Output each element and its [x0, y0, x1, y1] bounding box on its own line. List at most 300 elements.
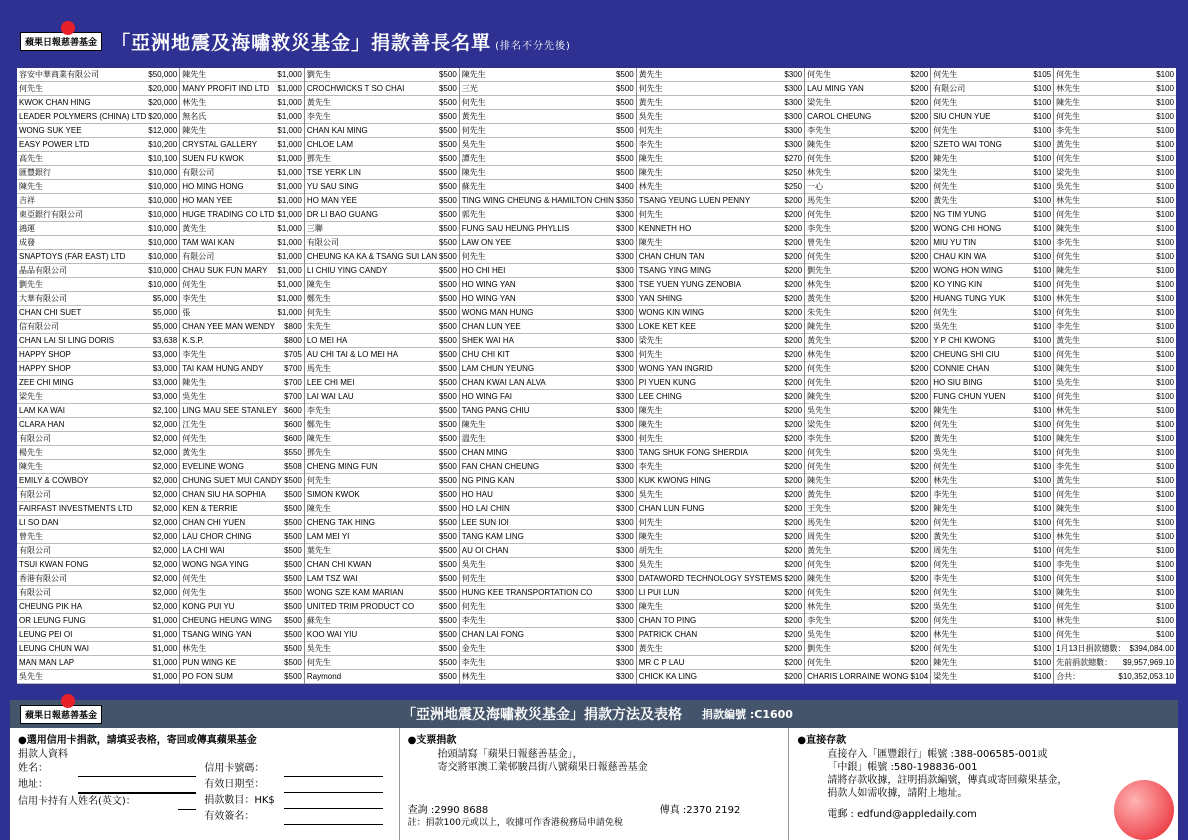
donor-name: SHEK WAI HA [461, 336, 514, 345]
donor-amount: $300 [615, 420, 634, 429]
donor-amount: $10,000 [148, 238, 178, 247]
donor-amount: $100 [1033, 98, 1052, 107]
donor-name: 成發 [19, 238, 35, 247]
donor-name: CHENG TAK HING [306, 518, 376, 527]
donor-row [637, 250, 804, 264]
donor-name: 李先生 [1056, 560, 1081, 569]
donor-row [931, 82, 1053, 96]
donor-amount: $300 [615, 336, 634, 345]
donor-row [637, 656, 804, 670]
card-number-field[interactable]: 信用卡號碼： [204, 761, 390, 777]
donor-name: LAM CHUN YEUNG [461, 364, 535, 373]
donor-amount: $1,000 [277, 224, 302, 233]
donor-name: 何先生 [933, 644, 958, 653]
donor-amount: $1,000 [277, 294, 302, 303]
donor-row [1054, 334, 1176, 348]
donor-amount: $100 [1033, 378, 1052, 387]
donor-row [805, 124, 930, 138]
donor-row [305, 404, 459, 418]
donor-name: 陳先生 [306, 280, 331, 289]
donor-amount: $100 [1156, 98, 1174, 107]
donor-amount: $100 [1156, 392, 1174, 401]
donor-name: 何先生 [1056, 210, 1081, 219]
donor-row [805, 110, 930, 124]
donor-row [460, 572, 636, 586]
donor-name: HO MAN YEE [306, 196, 357, 205]
donor-name: 鄧先生 [306, 448, 331, 457]
donor-row [460, 138, 636, 152]
donor-name: LEUNG CHUN WAI [19, 644, 89, 653]
donor-row [180, 600, 304, 614]
donor-name: SIU CHUN YUE [933, 112, 991, 121]
donor-row [805, 236, 930, 250]
donor-row [180, 614, 304, 628]
name-field[interactable]: 姓名： [18, 761, 204, 777]
donor-amount: $100 [1033, 168, 1052, 177]
donor-name: FAN CHAN CHEUNG [461, 462, 540, 471]
expiry-field[interactable]: 有效日期至： [204, 777, 390, 793]
donor-amount: $200 [910, 168, 929, 177]
foundation-logo-footer: 蘋果日報慈善基金 [20, 705, 102, 724]
donor-amount: $2,100 [152, 406, 178, 415]
donor-name: 陳先生 [306, 504, 331, 513]
donor-amount: $100 [1156, 448, 1174, 457]
donor-name: TSANG YING MING [638, 266, 712, 275]
donor-amount: $200 [910, 70, 929, 79]
donor-row [460, 614, 636, 628]
donor-name: 何先生 [807, 154, 832, 163]
donor-name: 先前捐款總數： [1056, 658, 1113, 667]
donor-name: 何先生 [1056, 602, 1081, 611]
donor-amount: $100 [1033, 616, 1052, 625]
donor-name: 陳先生 [1056, 266, 1081, 275]
donor-row [931, 474, 1053, 488]
donor-row [460, 460, 636, 474]
donor-name: Y P CHI KWONG [933, 336, 996, 345]
donor-amount: $500 [615, 112, 634, 121]
donor-row [17, 82, 179, 96]
donor-row [17, 600, 179, 614]
email-address[interactable]: 電郵 : edfund@appledaily.com [827, 809, 977, 820]
donor-row [180, 572, 304, 586]
donor-row [637, 628, 804, 642]
donor-name: 陳先生 [19, 462, 43, 471]
donor-name: 何先生 [807, 252, 832, 261]
donor-name: HUANG TUNG YUK [933, 294, 1006, 303]
donor-row [1054, 600, 1176, 614]
donor-row [460, 558, 636, 572]
donor-row [460, 96, 636, 110]
donor-row [305, 544, 459, 558]
donor-amount: $250 [784, 182, 803, 191]
donor-row [17, 670, 179, 684]
donor-row [637, 642, 804, 656]
donor-amount: $200 [784, 308, 803, 317]
donor-amount: $200 [784, 546, 803, 555]
donor-amount: $1,000 [277, 154, 302, 163]
donor-name: LEE SUN IOI [461, 518, 509, 527]
donor-row [805, 152, 930, 166]
donor-name: CHENG MING FUN [306, 462, 378, 471]
donor-row [931, 124, 1053, 138]
donor-amount: $200 [784, 336, 803, 345]
donor-row [637, 418, 804, 432]
donor-row [1054, 376, 1176, 390]
donor-name: TSANG WING YAN [182, 630, 252, 639]
donor-name: 陳先生 [638, 602, 663, 611]
donor-amount: $50,000 [148, 70, 178, 79]
donor-row [1054, 292, 1176, 306]
donor-row [1054, 558, 1176, 572]
donor-row [305, 180, 459, 194]
donor-name: 陳先生 [19, 182, 43, 191]
donor-amount: $500 [438, 266, 457, 275]
donor-row [1054, 628, 1176, 642]
donor-amount: $300 [615, 294, 634, 303]
donor-amount: $100 [1033, 546, 1052, 555]
donor-column [460, 68, 637, 684]
donor-name: DR LI BAO GUANG [306, 210, 378, 219]
amount-field[interactable]: 捐款數目：HK$ [204, 793, 390, 809]
donor-amount: $200 [910, 546, 929, 555]
donor-amount: $200 [910, 98, 929, 107]
donor-name: OR LEUNG FUNG [19, 616, 86, 625]
donor-amount: $300 [615, 434, 634, 443]
donor-amount: $200 [910, 602, 929, 611]
donor-row [805, 348, 930, 362]
donor-name: EMILY & COWBOY [19, 476, 89, 485]
donor-amount: $200 [784, 434, 803, 443]
donor-name: 黃先生 [461, 112, 486, 121]
donor-name: 大華有限公司 [19, 294, 67, 303]
donor-amount: $100 [1033, 630, 1052, 639]
donor-row [637, 124, 804, 138]
signature-field[interactable]: 有效簽名： [204, 809, 390, 825]
donor-amount: $100 [1156, 546, 1174, 555]
donor-name: CHAN CHI SUET [19, 308, 82, 317]
donor-amount: $200 [910, 378, 929, 387]
donor-amount: $2,000 [152, 588, 178, 597]
donor-name: HO MING HONG [182, 182, 244, 191]
donor-name: 劉先生 [807, 644, 832, 653]
donor-name: 何先生 [933, 98, 958, 107]
donor-amount: $500 [438, 294, 457, 303]
donor-amount: $10,000 [148, 168, 178, 177]
donor-row [17, 166, 179, 180]
donor-amount: $200 [784, 420, 803, 429]
donor-amount: $600 [284, 420, 302, 429]
donor-name: CHAU SUK FUN MARY [182, 266, 268, 275]
donor-amount: $300 [784, 126, 803, 135]
donor-name: 何先生 [638, 84, 663, 93]
donor-amount: $200 [910, 658, 929, 667]
donor-amount: $500 [438, 224, 457, 233]
donor-name: 何先生 [1056, 630, 1081, 639]
donor-amount: $300 [784, 70, 803, 79]
donor-row [460, 432, 636, 446]
donor-name: 劉先生 [19, 280, 43, 289]
donor-row [1054, 460, 1176, 474]
donor-row [180, 320, 304, 334]
donor-row [1054, 488, 1176, 502]
donor-amount: $200 [910, 616, 929, 625]
donor-name: 黃先生 [1056, 476, 1081, 485]
donation-code: 捐款編號 :C1600 [702, 708, 793, 721]
donor-amount: $10,000 [148, 196, 178, 205]
donor-amount: $2,000 [152, 560, 178, 569]
donor-row [180, 418, 304, 432]
donor-amount: $300 [615, 476, 634, 485]
donor-name: 何先生 [1056, 70, 1081, 79]
donor-name: LAI WAI LAU [306, 392, 354, 401]
donor-amount: $500 [438, 574, 457, 583]
donor-amount: $100 [1156, 280, 1174, 289]
donor-amount: $500 [438, 168, 457, 177]
donor-name: 林先生 [182, 98, 207, 107]
donor-row [180, 502, 304, 516]
donor-amount: $200 [910, 560, 929, 569]
donor-row [305, 460, 459, 474]
donor-amount: $200 [910, 518, 929, 527]
donor-name: 何先生 [807, 364, 832, 373]
donor-name: SZETO WAI TONG [933, 140, 1002, 149]
credit-card-section [10, 728, 400, 840]
donor-amount: $2,000 [152, 476, 178, 485]
donor-row [305, 152, 459, 166]
donor-amount: $500 [438, 196, 457, 205]
donor-amount: $500 [438, 378, 457, 387]
donor-row [1054, 362, 1176, 376]
donor-amount: $200 [910, 210, 929, 219]
donor-row [1054, 390, 1176, 404]
donor-amount: $200 [784, 448, 803, 457]
donor-amount: $500 [284, 546, 302, 555]
donor-row [180, 474, 304, 488]
donor-name: LING MAU SEE STANLEY [182, 406, 278, 415]
donor-name: CHARIS LORRAINE WONG [807, 672, 909, 681]
donor-row [17, 432, 179, 446]
donor-name: 劉先生 [807, 266, 832, 275]
donor-amount: $105 [1033, 70, 1052, 79]
donor-row [1054, 124, 1176, 138]
donor-name: 何先生 [1056, 350, 1081, 359]
donor-name: 林先生 [1056, 406, 1081, 415]
bank-head: ●直接存款 [797, 735, 847, 746]
credit-head: ●選用信用卡捐款，請填妥表格，寄回或傳真蘋果基金 [18, 735, 257, 746]
donor-row [180, 222, 304, 236]
donor-row [180, 628, 304, 642]
cheque-section [400, 728, 790, 840]
donor-name: PI YUEN KUNG [638, 378, 696, 387]
donor-amount: $100 [1156, 518, 1174, 527]
donor-row [17, 460, 179, 474]
donor-row [17, 68, 179, 82]
donor-name: HO MAN YEE [182, 196, 233, 205]
donor-name: 胡先生 [638, 546, 663, 555]
donor-row [180, 656, 304, 670]
donor-name: 林先生 [1056, 196, 1081, 205]
donor-name: 黃先生 [638, 70, 663, 79]
donor-name: FAIRFAST INVESTMENTS LTD [19, 504, 133, 513]
donor-row [931, 180, 1053, 194]
donor-name: 曾先生 [19, 532, 43, 541]
donor-amount: $500 [438, 112, 457, 121]
donor-row [1054, 446, 1176, 460]
donor-row [805, 446, 930, 460]
donor-row [305, 96, 459, 110]
donor-row [17, 236, 179, 250]
donor-name: 黃先生 [638, 98, 663, 107]
donor-row [931, 628, 1053, 642]
page-title: 「亞洲地震及海嘯救災基金」捐款善長名單 (排名不分先後) [111, 32, 571, 54]
donor-amount: $300 [615, 504, 634, 513]
donor-amount: $100 [1156, 182, 1174, 191]
donor-amount: $500 [438, 448, 457, 457]
donor-amount: $500 [284, 504, 302, 513]
donor-amount: $200 [784, 658, 803, 667]
cheque-head: ●支票捐款 [407, 735, 457, 746]
apple-logo-icon [61, 21, 75, 35]
donor-amount: $1,000 [277, 210, 302, 219]
donor-amount: $100 [1033, 504, 1052, 513]
tax-note: 註：捐款100元或以上，收據可作香港稅務局申請免稅 [407, 818, 623, 828]
donor-amount: $300 [615, 644, 634, 653]
donor-amount: $100 [1033, 406, 1052, 415]
donor-row [637, 110, 804, 124]
donor-amount: $200 [784, 392, 803, 401]
donor-amount: $100 [1033, 210, 1052, 219]
donor-row [17, 138, 179, 152]
donor-amount: $500 [284, 560, 302, 569]
donor-name: 楊先生 [19, 448, 43, 457]
donor-row [17, 572, 179, 586]
donor-row [180, 306, 304, 320]
donor-amount: $200 [784, 476, 803, 485]
donor-amount: $200 [784, 588, 803, 597]
donor-name: TSANG YEUNG LUEN PENNY [638, 196, 751, 205]
donor-name: CHAN LUN YEE [461, 322, 521, 331]
donor-row [180, 446, 304, 460]
donor-row [637, 376, 804, 390]
donor-name: 陳先生 [933, 154, 958, 163]
donor-name: FUNG SAU HEUNG PHYLLIS [461, 224, 570, 233]
donor-row [180, 390, 304, 404]
donor-row [305, 250, 459, 264]
donor-name: 何先生 [1056, 392, 1081, 401]
donor-amount: $200 [910, 532, 929, 541]
donor-row [805, 208, 930, 222]
donor-name: 黃先生 [807, 490, 832, 499]
donor-name: CHAN CHUN TAN [638, 252, 705, 261]
donor-name: 陳先生 [933, 406, 958, 415]
donor-amount: $500 [438, 336, 457, 345]
donor-amount: $500 [438, 518, 457, 527]
donor-row [637, 96, 804, 110]
donor-row [17, 208, 179, 222]
donor-row [460, 194, 636, 208]
donor-amount: $100 [1156, 504, 1174, 513]
donor-name: 李先生 [807, 434, 832, 443]
donor-amount: $200 [910, 308, 929, 317]
donor-amount: $100 [1033, 476, 1052, 485]
donor-name: 林先生 [461, 672, 486, 681]
donor-amount: $3,000 [152, 378, 178, 387]
donor-amount: $800 [284, 322, 302, 331]
donor-name: 鄧先生 [306, 154, 331, 163]
donor-amount: $500 [438, 238, 457, 247]
donor-name: 陳先生 [182, 70, 207, 79]
donor-name: LEE CHING [638, 392, 682, 401]
donor-row [460, 502, 636, 516]
donor-amount: $100 [1033, 560, 1052, 569]
donor-amount: $3,000 [152, 392, 178, 401]
donor-row [1054, 320, 1176, 334]
donor-row [180, 82, 304, 96]
donor-amount: $500 [438, 462, 457, 471]
donor-amount: $100 [1156, 588, 1174, 597]
donor-name: 陳先生 [1056, 224, 1081, 233]
donor-amount: $550 [284, 448, 302, 457]
donor-name: 林先生 [638, 182, 663, 191]
address-field[interactable]: 地址： [18, 777, 204, 793]
donor-name: LAU CHOR CHING [182, 532, 252, 541]
donor-row [931, 600, 1053, 614]
donor-row [17, 558, 179, 572]
donor-row [931, 572, 1053, 586]
donor-row [460, 390, 636, 404]
donor-row [180, 530, 304, 544]
donor-amount: $2,000 [152, 602, 178, 611]
donor-name: 朱先生 [306, 322, 331, 331]
donor-name: 何先生 [1056, 308, 1081, 317]
donor-amount: $500 [284, 602, 302, 611]
donor-name: ZEE CHI MING [19, 378, 74, 387]
donor-amount: $1,000 [277, 252, 302, 261]
donor-row [17, 446, 179, 460]
donor-amount: $1,000 [152, 672, 178, 681]
donor-name: 陳先生 [638, 168, 663, 177]
donor-row [931, 320, 1053, 334]
donor-amount: $300 [615, 546, 634, 555]
donor-amount: $500 [284, 616, 302, 625]
donor-amount: $10,000 [148, 182, 178, 191]
donor-row [805, 180, 930, 194]
donor-row [460, 166, 636, 180]
donor-row [637, 460, 804, 474]
donor-amount: $1,000 [277, 280, 302, 289]
donor-name: CHAN MING [461, 448, 508, 457]
donor-row [305, 124, 459, 138]
donor-name: 黃先生 [306, 98, 331, 107]
donor-amount: $500 [438, 546, 457, 555]
donor-amount: $100 [1156, 294, 1174, 303]
donor-row [1054, 418, 1176, 432]
donor-row [931, 138, 1053, 152]
donor-row [305, 362, 459, 376]
donor-row [460, 110, 636, 124]
card-holder-field[interactable]: 信用卡持有人姓名(英文)： [18, 794, 204, 810]
donor-row [637, 306, 804, 320]
donor-row [180, 138, 304, 152]
donor-name: TAI KAM HUNG ANDY [182, 364, 264, 373]
donor-row [637, 68, 804, 82]
donor-row [180, 68, 304, 82]
donor-amount: $600 [284, 434, 302, 443]
donor-name: 吳先生 [933, 448, 958, 457]
donor-amount: $2,000 [152, 434, 178, 443]
donor-row [460, 488, 636, 502]
donor-amount: $300 [615, 280, 634, 289]
